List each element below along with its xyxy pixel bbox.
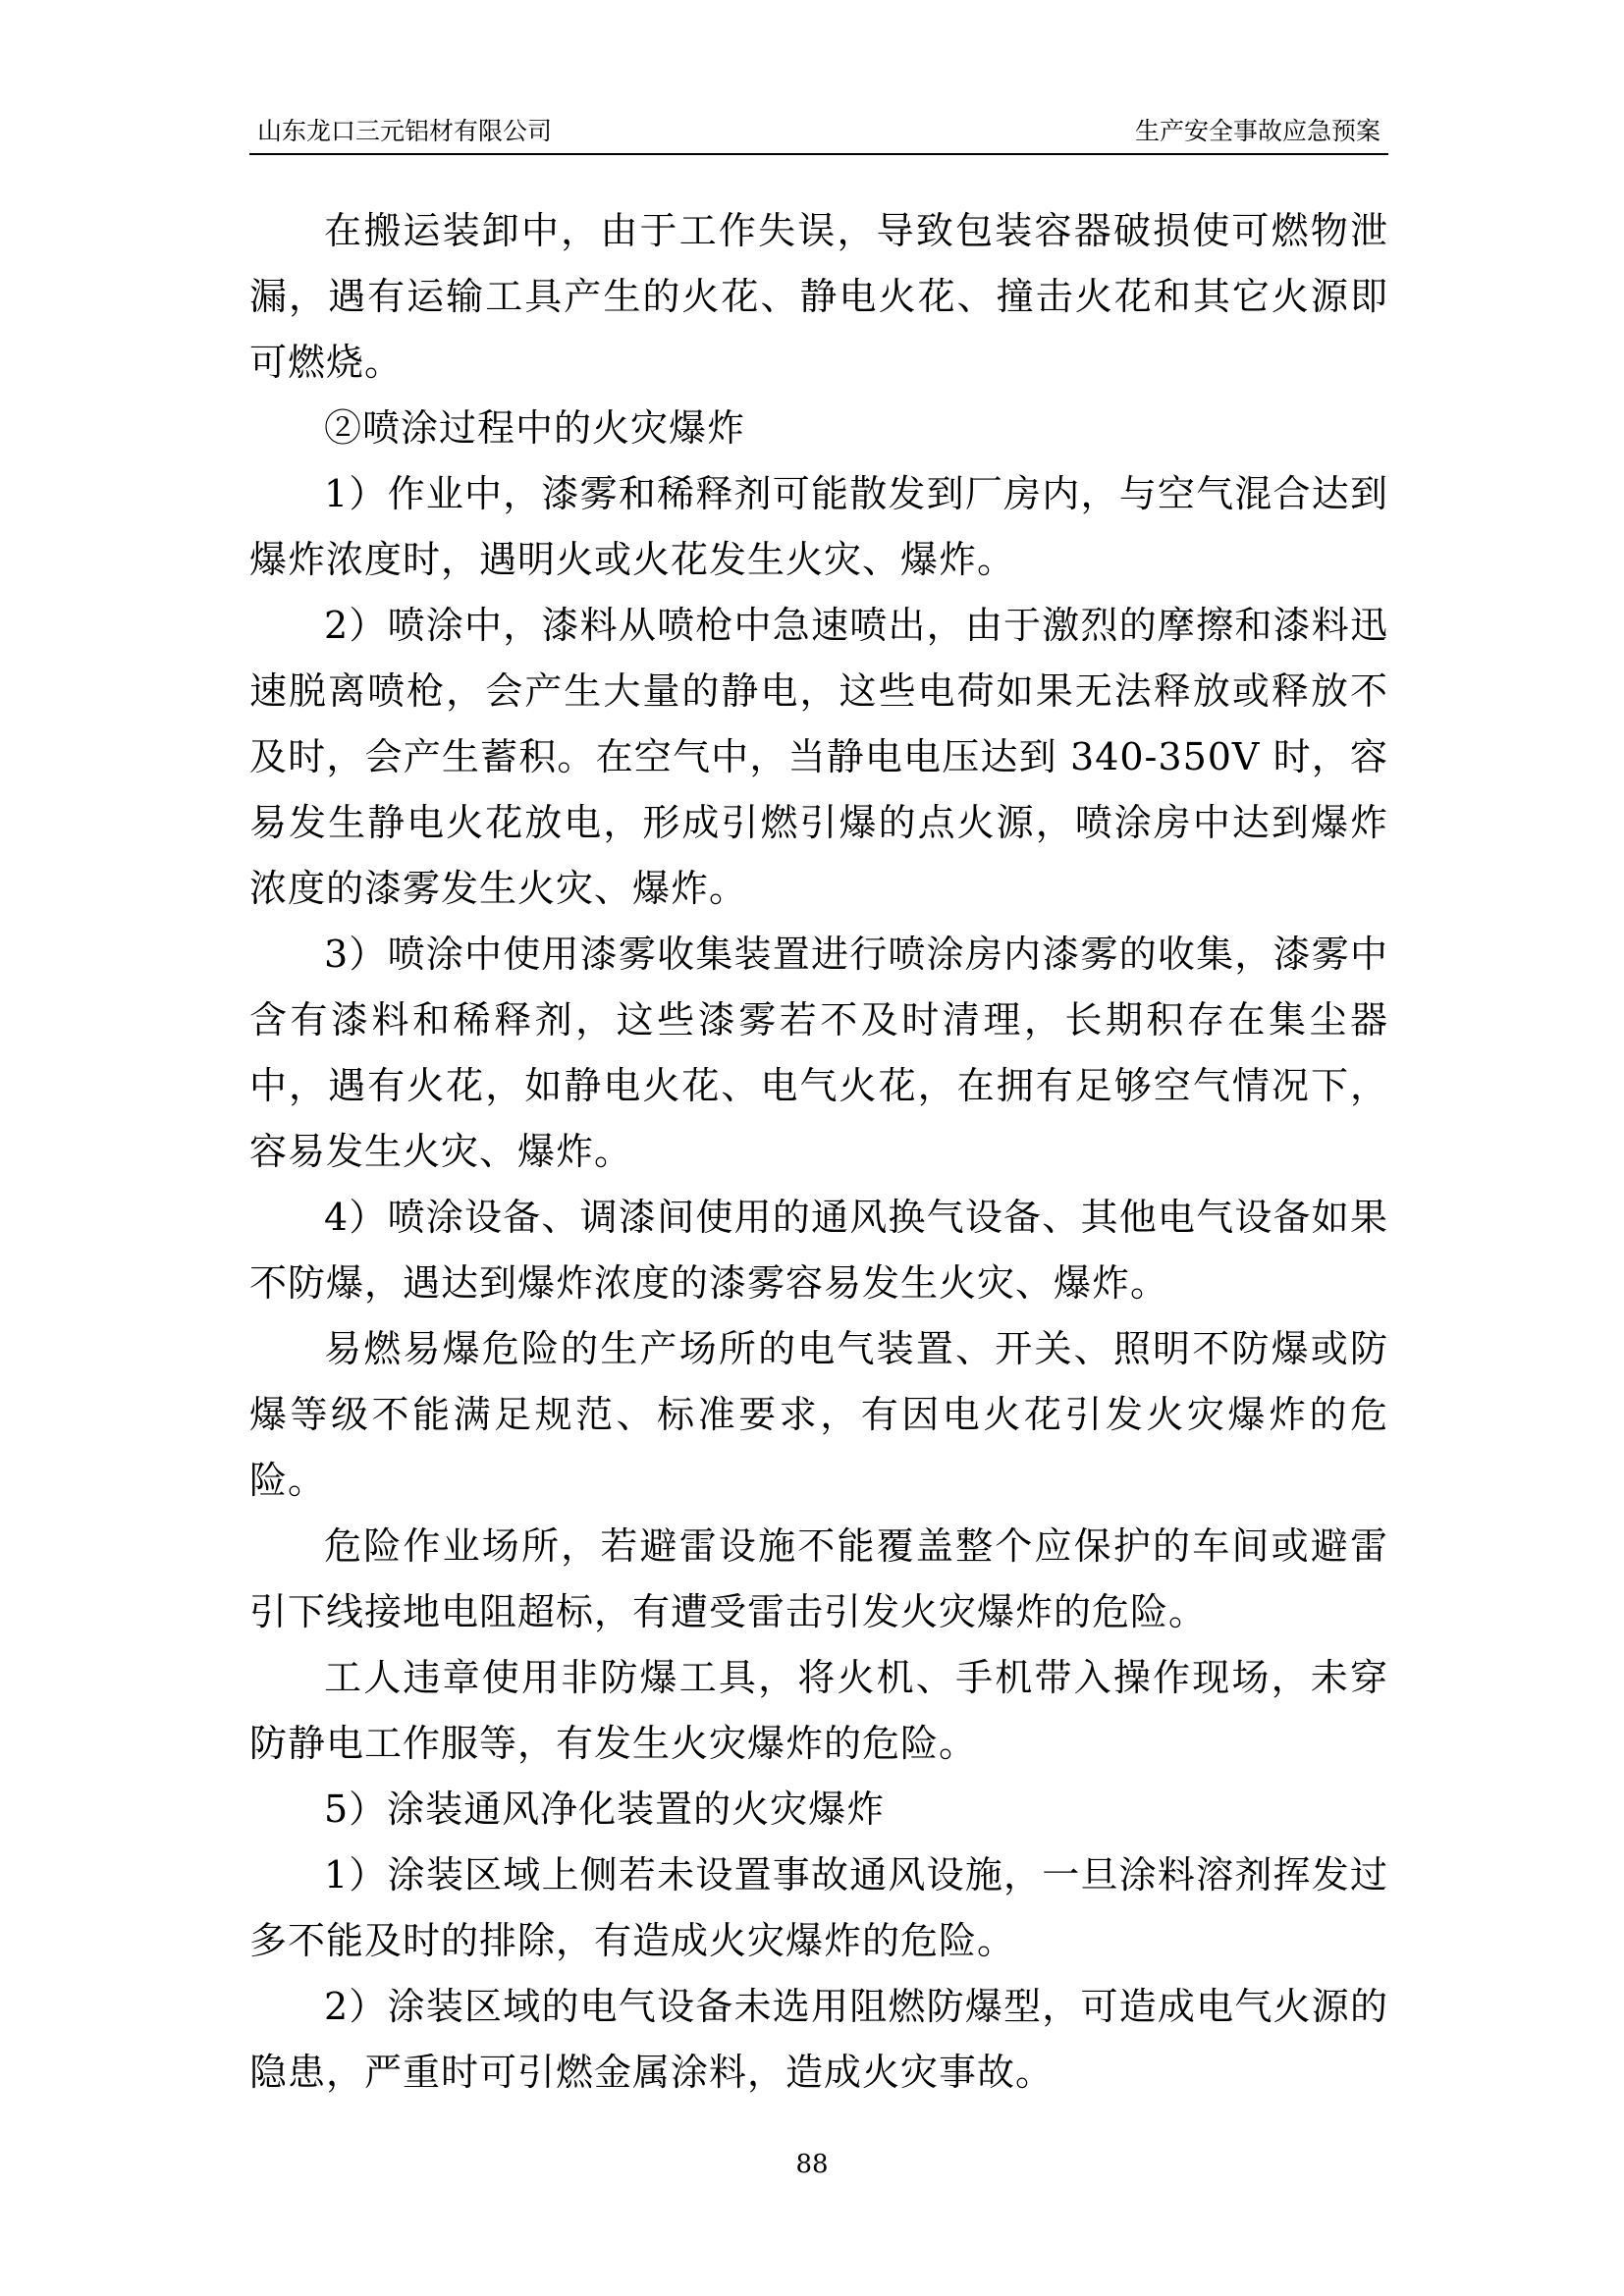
paragraph: 危险作业场所，若避雷设施不能覆盖整个应保护的车间或避雷引下线接地电阻超标，有遭受雷击引发火灾爆炸的危险。 (249, 1524, 1388, 1633)
header-company-name: 山东龙口三元铝材有限公司 (257, 117, 553, 145)
paragraph: 工人违章使用非防爆工具，将火机、手机带入操作现场，未穿防静电工作服等，有发生火灾爆炸的危险。 (249, 1656, 1388, 1765)
section-heading: ②喷涂过程中的火灾爆炸 (324, 406, 746, 450)
body-text (249, 198, 1388, 2106)
paragraph: 3）喷涂中使用漆雾收集装置进行喷涂房内漆雾的收集，漆雾中含有漆料和稀释剂，这些漆雾若不及时清理，长期积存在集尘器中，遇有火花，如静电火花、电气火花，在拥有足够空气情况下，容易发生火灾、爆炸。 (249, 933, 1388, 1173)
paragraph: 2）喷涂中，漆料从喷枪中急速喷出，由于激烈的摩擦和漆料迅速脱离喷枪，会产生大量的静电，这些电荷如果无法释放或释放不及时，会产生蓄积。在空气中，当静电电压达到 340-350V 时，容易发生静电火花放电，形成引燃引爆的点火源，喷涂房中达到爆炸浓度的漆雾发生火灾、爆炸。 (249, 604, 1388, 910)
header-document-title: 生产安全事故应急预案 (1134, 117, 1380, 145)
paragraph: 2）涂装区域的电气设备未选用阻燃防爆型，可造成电气火源的隐患，严重时可引燃金属涂料，造成火灾事故。 (249, 1985, 1388, 2094)
page-number: 88 (795, 2150, 829, 2179)
paragraph: 易燃易爆危险的生产场所的电气装置、开关、照明不防爆或防爆等级不能满足规范、标准要求，有因电火花引发火灾爆炸的危险。 (249, 1327, 1388, 1502)
paragraph: 4）喷涂设备、调漆间使用的通风换气设备、其他电气设备如果不防爆，遇达到爆炸浓度的漆雾容易发生火灾、爆炸。 (249, 1196, 1388, 1305)
paragraph: 1）涂装区域上侧若未设置事故通风设施，一旦涂料溶剂挥发过多不能及时的排除，有造成火灾爆炸的危险。 (249, 1853, 1388, 1962)
paragraph: 在搬运装卸中，由于工作失误，导致包装容器破损使可燃物泄漏，遇有运输工具产生的火花、静电火花、撞击火花和其它火源即可燃烧。 (249, 209, 1388, 384)
page-header (249, 110, 1388, 155)
paragraph: 1）作业中，漆雾和稀释剂可能散发到厂房内，与空气混合达到爆炸浓度时，遇明火或火花发生火灾、爆炸。 (249, 472, 1388, 581)
section-heading: 5）涂装通风净化装置的火灾爆炸 (324, 1788, 886, 1831)
